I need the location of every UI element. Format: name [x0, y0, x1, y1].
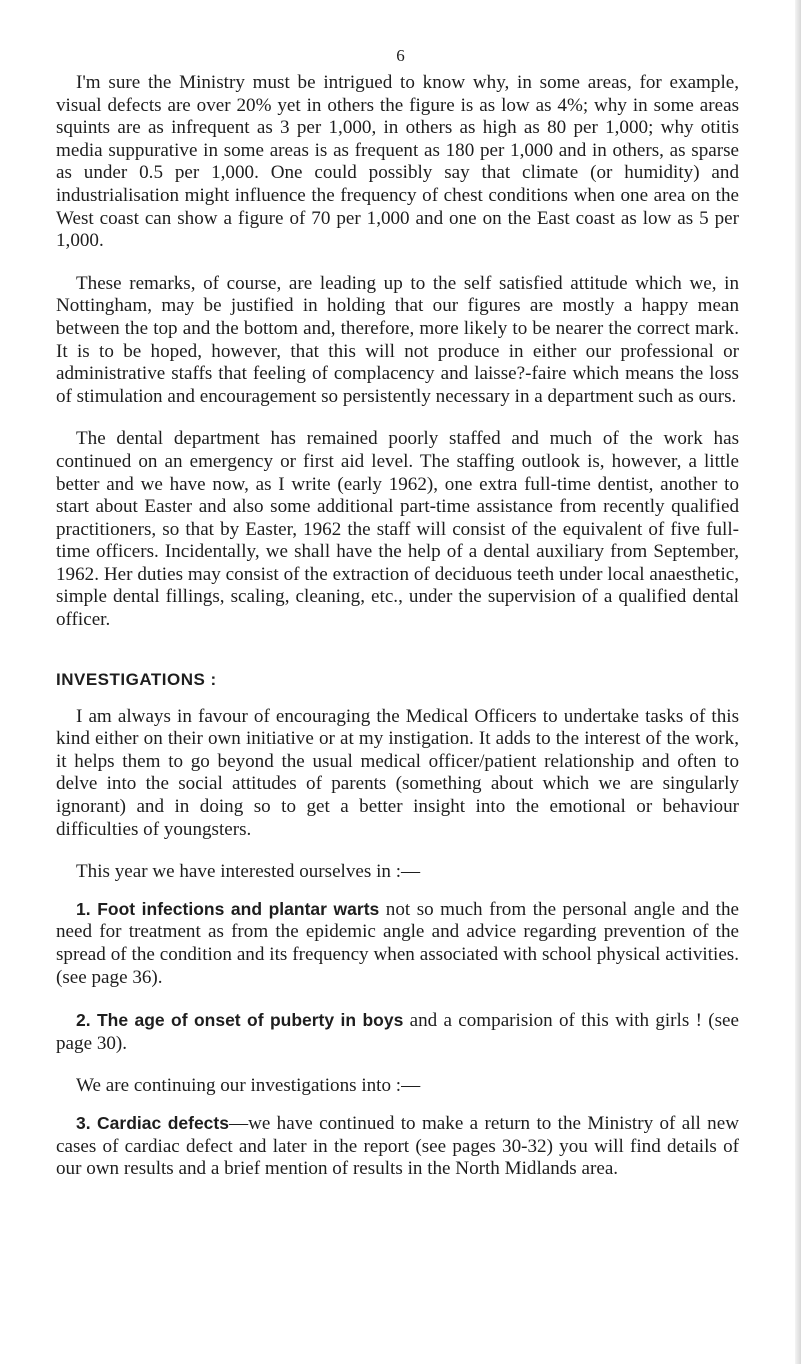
item-lead-foot-infections: 1. Foot infections and plantar warts: [76, 898, 380, 919]
page-edge-shadow: [795, 0, 801, 1364]
paragraph-investigations-intro: I am always in favour of encouraging the Medical Officers to undertake tasks of this kind either on their own initiative or at my instigation. It adds to the interest of the work, it helps them to go beyond the usual medical officer/patient relationship and often to delve into the social attitudes of parents (something about which we are singularly ignorant) and in doing so to get a better insight into the emotional or behaviour difficulties of youngsters.: [56, 705, 739, 840]
list-item-puberty: [56, 1009, 739, 1055]
page-number: 6: [396, 46, 405, 65]
paragraph-dental: The dental department has remained poorly staffed and much of the work has continued on an emergency or first aid level. The staffing outlook is, however, a little better and we have now, as I write (early 1962), one extra full-time dentist, another to start about Easter and also some additional part-time assistance from recently qualified practitioners, so that by Easter, 1962 the staff will consist of the equivalent of five full-time officers. Incidentally, we shall have the help of a dental auxiliary from September, 1962. Her duties may consist of the extraction of deciduous teeth under local anaesthetic, simple dental fillings, scaling, cleaning, etc., under the supervision of a qualified dental officer.: [56, 428, 739, 631]
item-lead-puberty: 2. The age of onset of puberty in boys: [76, 1010, 404, 1031]
item-text-foot-infections: not so much from the personal angle and the need for treatment as from the epidemic angle and advice regarding prevention of the spread of the condition and its frequency when associated with school physical activities. (see page 36).: [56, 898, 739, 988]
paragraph-interested: This year we have interested ourselves in :—: [76, 861, 421, 883]
item-text-cardiac: —we have continued to make a return to the Ministry of all new cases of cardiac defect and later in the report (see pages 30-32) you will find details of our own results and a brief mention of results in the North Midlands area.: [56, 1112, 739, 1180]
paragraph-remarks: These remarks, of course, are leading up to the self satisfied attitude which we, in Nottingham, may be justified in holding that our figures are mostly a happy mean between the top and the bottom and, therefore, more likely to be nearer the correct mark. It is to be hoped, however, that this will not produce in either our professional or administrative staffs that feeling of complacency and laisse?-faire which means the loss of stimulation and encouragement so persistently necessary in a department such as ours.: [56, 272, 739, 407]
list-item-cardiac: [56, 1112, 739, 1181]
section-heading-investigations: INVESTIGATIONS :: [56, 669, 217, 689]
paragraph-ministry: I'm sure the Ministry must be intrigued to know why, in some areas, for example, visual defects are over 20% yet in others the figure is as low as 4%; why in some areas squints are as infrequent as 3 per 1,000, in others as high as 80 per 1,000; why otitis media suppurative in some areas is as frequent as 180 per 1,000 and in others, as sparse as under 0.5 per 1,000. One could possibly say that climate (or humidity) and industrialisation might influence the frequency of chest conditions when one area on the West coast can show a figure of 70 per 1,000 and one on the East coast as low as 5 per 1,000.: [56, 72, 739, 252]
list-item-foot-infections: [56, 898, 739, 989]
item-text-puberty: and a comparision of this with girls ! (see page 30).: [56, 1010, 739, 1054]
paragraph-continuing: We are continuing our investigations into :—: [76, 1075, 421, 1097]
body-text: [56, 72, 739, 1181]
item-lead-cardiac: 3. Cardiac defects: [76, 1112, 229, 1133]
